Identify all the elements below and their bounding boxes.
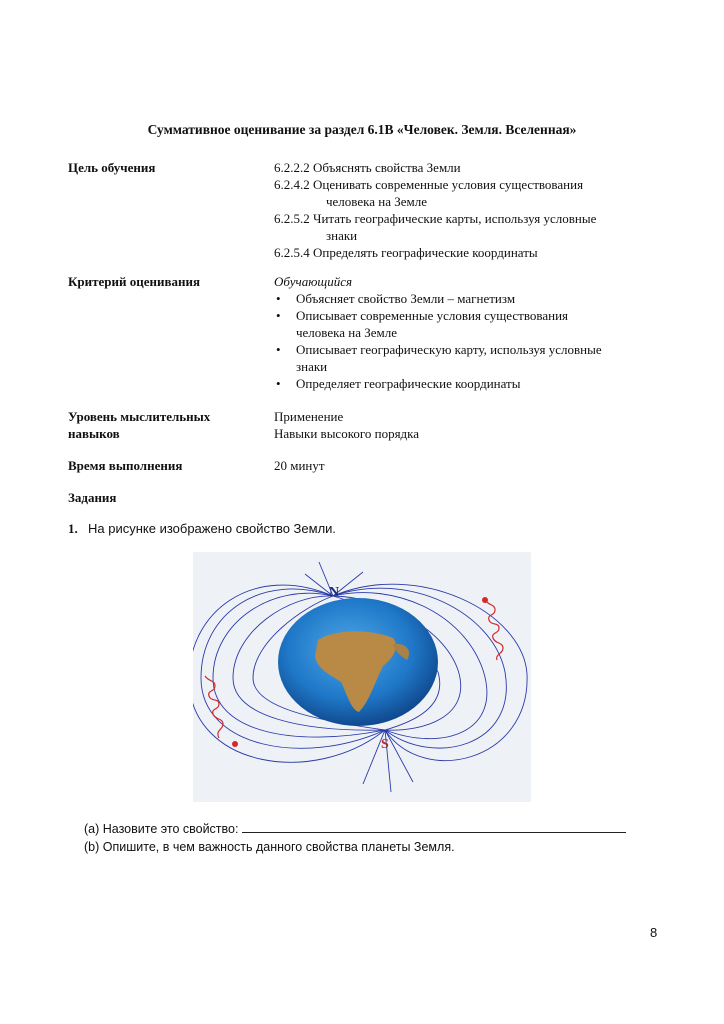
question-number: 1.	[68, 521, 78, 536]
criteria-bullet: • Описывает современные условия существования человека на Земле	[274, 307, 654, 341]
goal-item-continuation: знаки	[326, 228, 358, 243]
criteria-list	[274, 273, 654, 392]
criteria-bullet: • Описывает географическую карту, используя условные знаки	[274, 341, 654, 375]
magnetic-field-illustration	[193, 552, 531, 802]
particle-spiral-right	[485, 600, 503, 660]
question-1: 1. На рисунке изображено свойство Земли.	[68, 521, 336, 536]
goal-list	[274, 159, 654, 261]
particle-dot	[232, 741, 238, 747]
south-pole-label: S	[381, 737, 389, 752]
subquestion-a: (a) Назовите это свойство:	[84, 821, 626, 836]
tasks-label: Задания	[68, 490, 117, 505]
time-label: Время выполнения	[68, 458, 183, 473]
criteria-label: Критерий оценивания	[68, 274, 201, 289]
magnetic-field-figure	[193, 552, 531, 802]
goal-item: 6.2.5.4 Определять географические координаты	[274, 245, 538, 260]
page-number: 8	[650, 925, 658, 940]
particle-dot	[482, 597, 488, 603]
answer-line[interactable]	[242, 821, 626, 833]
level-value: Применение Навыки высокого порядка	[274, 409, 420, 441]
goal-item: 6.2.2.2 Объяснять свойства Земли	[274, 160, 461, 175]
time-value: 20 минут	[274, 458, 325, 473]
goal-item: 6.2.5.2 Читать географические карты, используя условные	[274, 211, 597, 226]
goal-item: 6.2.4.2 Оценивать современные условия существования	[274, 177, 584, 192]
document-title: Суммативное оценивание за раздел 6.1В «Человек. Земля. Вселенная»	[147, 122, 577, 137]
question-text: На рисунке изображено свойство Земли	[88, 521, 333, 536]
north-pole-label: N	[329, 585, 340, 600]
level-label: Уровень мыслительных навыков	[68, 409, 211, 441]
criteria-bullet: • Определяет географические координаты	[274, 375, 654, 392]
criteria-bullet: • Объясняет свойство Земли – магнетизм	[274, 290, 654, 307]
subquestion-b: (b) Опишите, в чем важность данного свойства планеты Земля.	[84, 840, 455, 854]
goal-item-continuation: человека на Земле	[326, 194, 428, 209]
goal-label: Цель обучения	[68, 160, 156, 175]
criteria-subject: Обучающийся	[274, 274, 353, 289]
